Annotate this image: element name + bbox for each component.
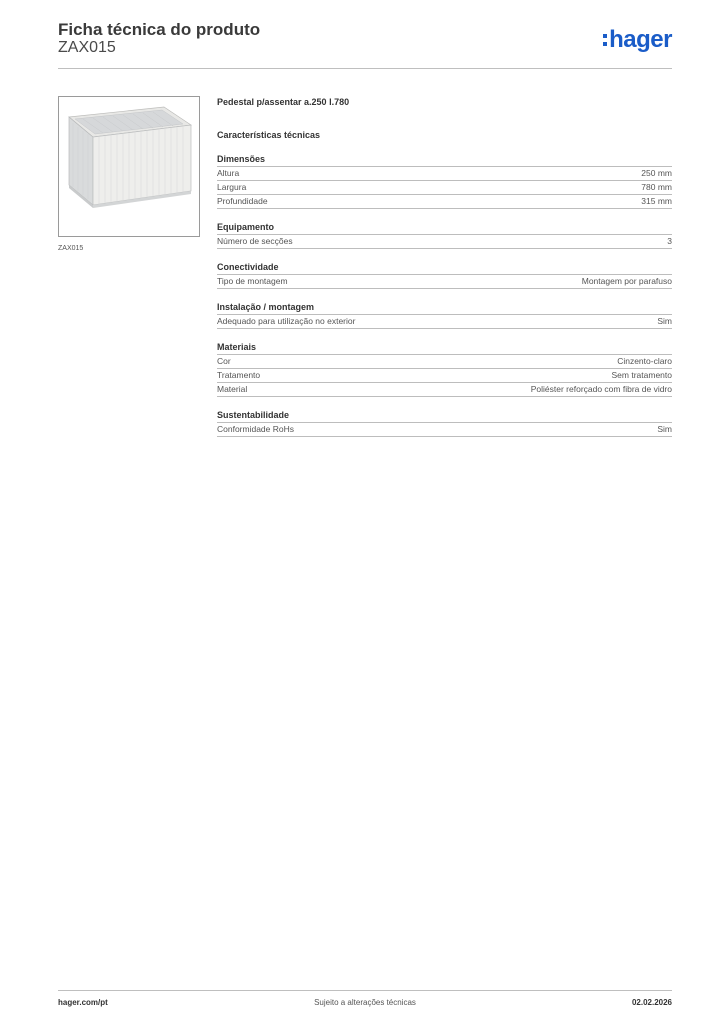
spec-value: Poliéster reforçado com fibra de vidro [530,384,672,394]
section-connectivity [217,261,672,289]
spec-value: Sim [657,424,672,434]
section-title: Instalação / montagem [217,301,672,315]
footer-notice: Sujeito a alterações técnicas [314,998,416,1007]
spec-value: Sim [657,316,672,326]
section-title: Materiais [217,341,672,355]
section-title: Dimensões [217,153,672,167]
spec-row [217,355,672,369]
image-caption: ZAX015 [58,245,84,252]
spec-row [217,315,672,329]
spec-row [217,235,672,249]
spec-row [217,369,672,383]
header-divider [58,68,672,69]
section-materials [217,341,672,397]
spec-label: Tipo de montagem [217,276,288,286]
spec-row [217,275,672,289]
spec-value: Cinzento-claro [617,356,672,366]
hager-logo [603,25,672,55]
spec-row [217,383,672,397]
page-header [58,20,672,68]
hager-logo-dots-icon [603,30,607,50]
product-code: ZAX015 [58,39,116,56]
spec-value: Sem tratamento [611,370,672,380]
specs-heading: Características técnicas [217,130,321,140]
spec-row [217,167,672,181]
spec-row [217,423,672,437]
spec-value: 315 mm [641,196,672,206]
footer-website-link[interactable]: hager.com/pt [58,998,108,1007]
section-dimensions [217,153,672,209]
spec-value: 3 [667,236,672,246]
product-name: Pedestal p/assentar a.250 l.780 [217,97,350,107]
logo-text: hager [609,26,672,53]
section-sustainability [217,409,672,437]
spec-label: Tratamento [217,370,261,380]
footer-divider [58,990,672,991]
spec-label: Material [217,384,248,394]
spec-label: Profundidade [217,196,268,206]
spec-label: Largura [217,182,247,192]
spec-label: Número de secções [217,236,293,246]
spec-label: Adequado para utilização no exterior [217,316,356,326]
spec-label: Conformidade RoHs [217,424,295,434]
page-title: Ficha técnica do produto [58,20,261,39]
spec-value: Montagem por parafuso [581,276,672,286]
spec-content [217,96,672,437]
spec-value: 780 mm [641,182,672,192]
section-equipment [217,221,672,249]
spec-value: 250 mm [641,168,672,178]
product-image [58,96,200,237]
spec-label: Altura [217,168,240,178]
section-installation [217,301,672,329]
spec-label: Cor [217,356,231,366]
footer-date: 02.02.2026 [631,998,672,1007]
section-title: Conectividade [217,261,672,275]
section-title: Sustentabilidade [217,409,672,423]
spec-row [217,195,672,209]
spec-row [217,181,672,195]
section-title: Equipamento [217,221,672,235]
